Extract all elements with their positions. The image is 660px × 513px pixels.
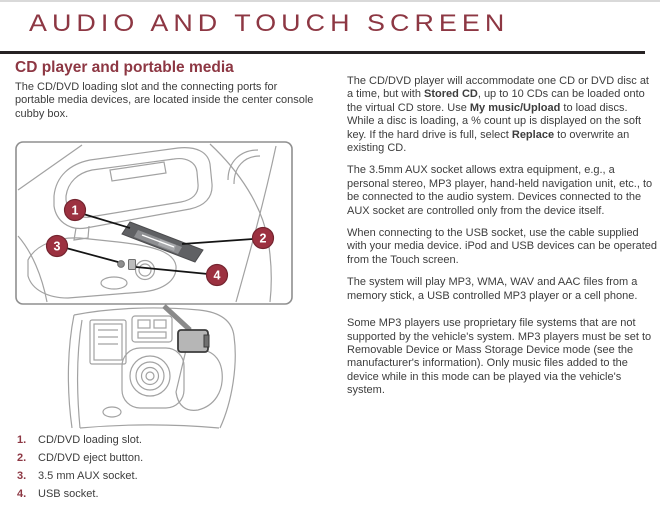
section-intro: The CD/DVD loading slot and the connecting ports for portable media devices, are located inside the center console cubby box. xyxy=(15,81,314,120)
legend-item xyxy=(17,449,317,467)
legend-number: 4. xyxy=(17,488,27,500)
legend-item xyxy=(17,431,317,449)
cd-slot-art xyxy=(122,222,203,262)
svg-text:4: 4 xyxy=(213,268,221,283)
figure-legend xyxy=(17,431,317,503)
legend-label: USB socket. xyxy=(38,488,99,500)
section-heading: CD player and portable media xyxy=(15,59,234,76)
callout-1 xyxy=(65,200,86,221)
body-paragraph: The CD/DVD player will accommodate one CD or DVD disc at a time, but with Stored CD, up to 10 CDs can be loaded onto the virtual CD store. Use My music/Upload to load discs. While a disc is loading, a % count up is displayed on the soft key. If the hard drive is full, select Replace to overwrite an existing CD. xyxy=(347,75,649,155)
svg-text:2: 2 xyxy=(259,231,267,246)
usb-socket-art xyxy=(129,260,136,270)
body-paragraph: The 3.5mm AUX socket allows extra equipment, e.g., a personal stereo, MP3 player, hand-held navigation unit, etc., to be connected to the audio system. Devices connected to the AUX socket are controlled only from the device itself. xyxy=(347,164,653,217)
svg-text:3: 3 xyxy=(53,239,61,254)
callout-4 xyxy=(207,265,228,286)
title-divider xyxy=(0,51,645,54)
callout-3 xyxy=(47,236,68,257)
body-paragraph: When connecting to the USB socket, use the cable supplied with your media device. iPod and USB devices can be operated from the Touch screen. xyxy=(347,227,658,266)
aux-socket-art xyxy=(118,261,125,268)
legend-item xyxy=(17,467,317,485)
legend-label: 3.5 mm AUX socket. xyxy=(38,470,138,482)
legend-number: 1. xyxy=(17,434,27,446)
legend-number: 2. xyxy=(17,452,27,464)
legend-label: CD/DVD loading slot. xyxy=(38,434,142,446)
figure-frame xyxy=(16,142,292,304)
body-paragraph: Some MP3 players use proprietary file systems that are not supported by the vehicle's system. MP3 players must be set to Removable Device or Mass Storage Device mode (see the manufacturer's information). Only music files added to the device while in this mode can be played via the vehicle's system. xyxy=(347,317,652,397)
svg-text:1: 1 xyxy=(71,203,79,218)
legend-item xyxy=(17,485,317,503)
console-outline-art xyxy=(18,144,276,302)
console-figure xyxy=(14,140,334,432)
body-text-column xyxy=(347,75,658,407)
legend-number: 3. xyxy=(17,470,27,482)
usb-device-detail xyxy=(164,306,209,352)
console-detail-art xyxy=(68,308,235,428)
legend-label: CD/DVD eject button. xyxy=(38,452,144,464)
callout-2 xyxy=(253,228,274,249)
page-title: AUDIO AND TOUCH SCREEN xyxy=(29,10,510,37)
console-line-drawing xyxy=(14,140,334,432)
body-paragraph: The system will play MP3, WMA, WAV and AAC files from a memory stick, a USB controlled MP3 player or a cell phone. xyxy=(347,276,638,302)
